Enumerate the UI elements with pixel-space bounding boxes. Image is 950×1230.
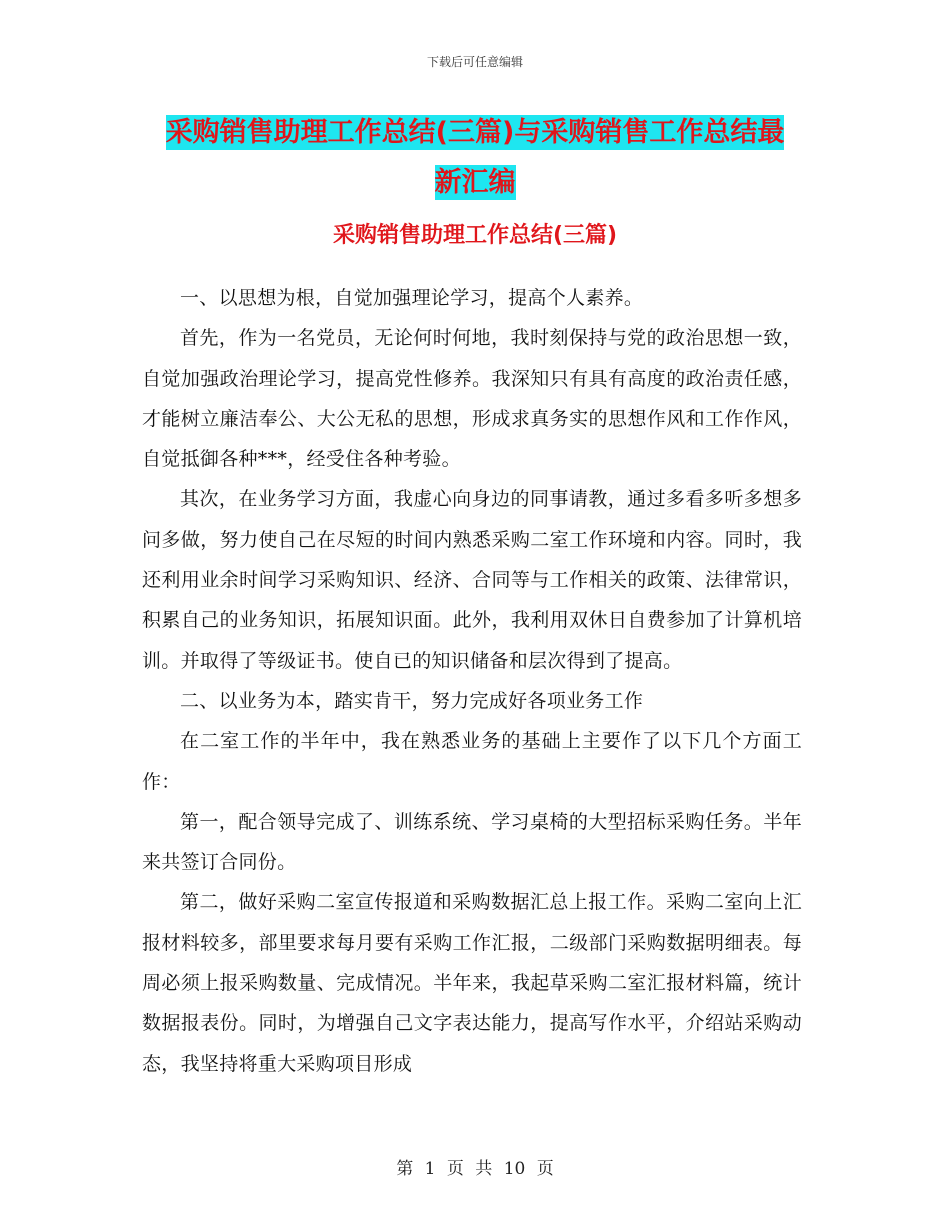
header-note: 下载后可任意编辑: [426, 55, 523, 69]
document-title-line-2: 新汇编: [434, 167, 516, 198]
paragraph: 在二室工作的半年中，我在熟悉业务的基础上主要作了以下几个方面工作：: [142, 730, 802, 793]
page-footer: 第 1 页 共 10 页: [396, 1159, 554, 1179]
document-body: [142, 278, 802, 1084]
paragraph: 一、以思想为根，自觉加强理论学习，提高个人素养。: [180, 287, 644, 309]
paragraph: 第二，做好采购二室宣传报道和采购数据汇总上报工作。采购二室向上汇报材料较多，部里要求每月要有采购工作汇报，二级部门采购数据明细表。每周必须上报采购数量、完成情况。半年来，我起草采购二室汇报材料篇，统计数据报表份。同时，为增强自己文字表达能力，提高写作水平，介绍站采购动态，我坚持将重大采购项目形成: [142, 891, 802, 1075]
document-title-line-1: 采购销售助理工作总结(三篇)与采购销售工作总结最: [165, 117, 785, 148]
paragraph: 首先，作为一名党员，无论何时何地，我时刻保持与党的政治思想一致，自觉加强政治理论学习，提高党性修养。我深知只有具有高度的政治责任感，才能树立廉洁奉公、大公无私的思想，形成求真务实的思想作风和工作作风，自觉抵御各种***，经受住各种考验。: [142, 327, 802, 471]
paragraph: 二、以业务为本，踏实肯干，努力完成好各项业务工作: [180, 689, 644, 712]
paragraph: 其次，在业务学习方面，我虚心向身边的同事请教，通过多看多听多想多问多做，努力使自己在尽短的时间内熟悉采购二室工作环境和内容。同时，我还利用业余时间学习采购知识、经济、合同等与工作相关的政策、法律常识，积累自己的业务知识，拓展知识面。此外，我利用双休日自费参加了计算机培训。并取得了等级证书。使自已的知识储备和层次得到了提高。: [142, 488, 802, 672]
section-title: 采购销售助理工作总结(三篇): [332, 223, 618, 248]
paragraph: 第一，配合领导完成了、训练系统、学习桌椅的大型招标采购任务。半年来共签订合同份。: [142, 810, 802, 874]
document-title: [150, 108, 800, 208]
